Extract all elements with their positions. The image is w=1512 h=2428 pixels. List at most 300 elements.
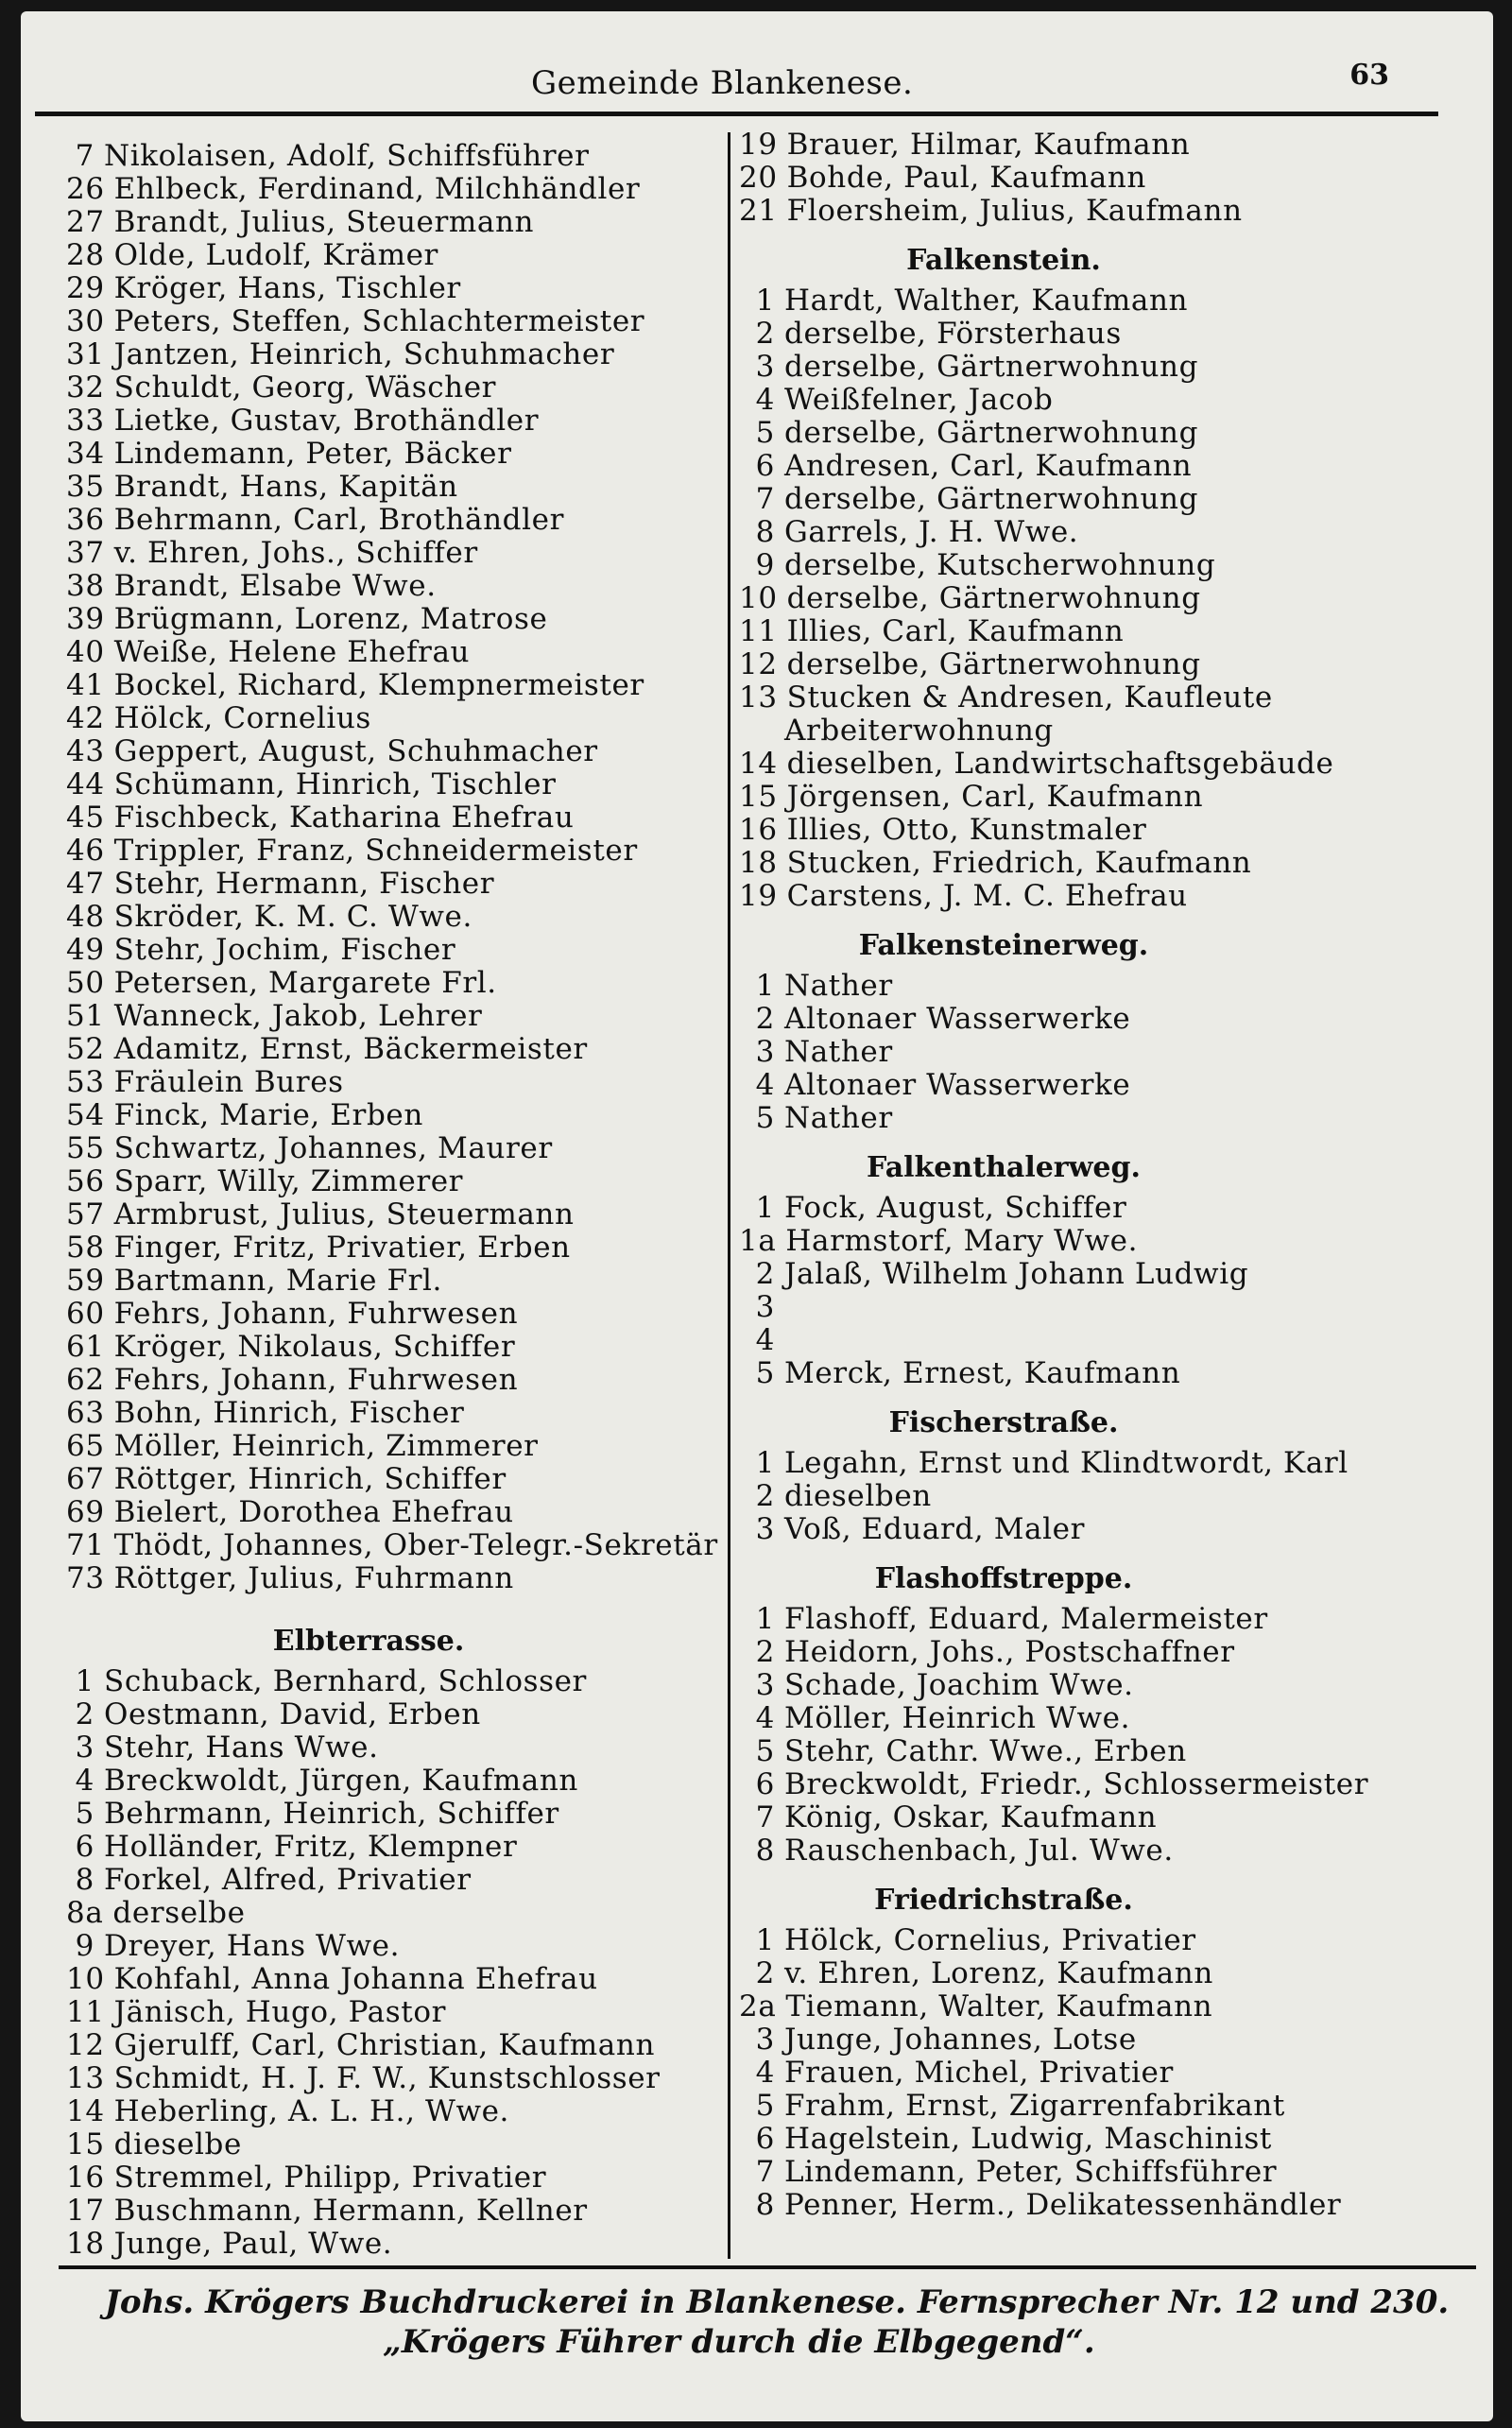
- directory-entry: [739, 748, 1486, 781]
- house-number: 4: [755, 2056, 775, 2090]
- house-number: 8: [755, 1834, 775, 1868]
- house-number: 2: [755, 1257, 775, 1291]
- directory-entry: [66, 537, 718, 570]
- printer-footer: [59, 2282, 1495, 2361]
- directory-entry: [66, 768, 718, 801]
- resident-text: Holländer, Fritz, Klempner: [104, 1830, 518, 1864]
- house-number: 45: [66, 801, 105, 835]
- right-column: [739, 129, 1486, 2222]
- directory-entry: [66, 967, 718, 1000]
- resident-text: Adamitz, Ernst, Bäckermeister: [113, 1032, 588, 1066]
- house-number: 58: [66, 1231, 105, 1265]
- directory-entry: [739, 781, 1486, 814]
- resident-text: Ehlbeck, Ferdinand, Milchhändler: [113, 172, 641, 206]
- directory-entry: [66, 1397, 718, 1430]
- resident-text: derselbe, Gärtnerwohnung: [784, 350, 1199, 384]
- house-number: 7: [755, 482, 775, 516]
- house-number: 11: [739, 614, 778, 648]
- directory-entry: [66, 735, 718, 768]
- house-number: 3: [755, 1512, 775, 1546]
- house-number: 17: [66, 2194, 105, 2228]
- house-number: 20: [739, 161, 778, 195]
- resident-text: Lindemann, Peter, Schiffsführer: [784, 2155, 1278, 2189]
- house-number: 13: [66, 2061, 105, 2095]
- directory-entry: [739, 1225, 1486, 1258]
- directory-entry: [739, 1036, 1486, 1069]
- directory-entry: [739, 681, 1486, 715]
- directory-entry: [66, 1665, 718, 1698]
- resident-text: Finck, Marie, Erben: [113, 1098, 423, 1132]
- directory-entry: [66, 1731, 718, 1765]
- house-number: 47: [66, 867, 105, 901]
- directory-entry: [739, 516, 1486, 549]
- resident-text: Brandt, Julius, Steuermann: [113, 205, 535, 239]
- resident-text: Bohde, Paul, Kaufmann: [786, 161, 1146, 195]
- house-number: 9: [75, 1929, 94, 1963]
- directory-entry: [739, 417, 1486, 450]
- house-number: 48: [66, 900, 105, 934]
- resident-text: Andresen, Carl, Kaufmann: [784, 449, 1193, 483]
- resident-text: Lindemann, Peter, Bäcker: [113, 437, 512, 471]
- resident-text: Thödt, Johannes, Ober-Telegr.-Sekretär: [113, 1528, 718, 1562]
- resident-text: Schuldt, Georg, Wäscher: [113, 370, 497, 405]
- house-number: 41: [66, 668, 105, 702]
- directory-entry: [66, 669, 718, 702]
- directory-entry: [739, 1669, 1486, 1702]
- resident-text: Floersheim, Julius, Kaufmann: [786, 194, 1243, 228]
- footer-line-2: „Krögers Führer durch die Elbgegend“.: [383, 2323, 1095, 2361]
- resident-text: Fock, August, Schiffer: [784, 1191, 1127, 1225]
- resident-text: Frauen, Michel, Privatier: [784, 2056, 1174, 2090]
- house-number: 10: [66, 1962, 105, 1996]
- directory-entry: [66, 405, 718, 438]
- directory-entry: [66, 636, 718, 669]
- house-number: 42: [66, 701, 105, 735]
- directory-entry: [66, 206, 718, 239]
- directory-entry: [739, 1324, 1486, 1357]
- resident-text: Tiemann, Walter, Kaufmann: [785, 1989, 1213, 2023]
- house-number: 3: [755, 1290, 775, 1324]
- directory-entry: [66, 471, 718, 504]
- resident-text: Jänisch, Hugo, Pastor: [113, 1995, 447, 2029]
- resident-text: Schmidt, H. J. F. W., Kunstschlosser: [113, 2061, 661, 2095]
- resident-text: Illies, Otto, Kunstmaler: [786, 813, 1147, 847]
- house-number: 4: [755, 1701, 775, 1735]
- directory-entry: [66, 1765, 718, 1798]
- street-heading: Elbterrasse.: [272, 1625, 465, 1658]
- directory-entry: [739, 2123, 1486, 2156]
- resident-text: Nikolaisen, Adolf, Schiffsführer: [104, 139, 590, 173]
- resident-text: Nather: [784, 1035, 893, 1069]
- house-number: 8: [755, 2188, 775, 2222]
- house-number: 32: [66, 370, 105, 405]
- resident-text: Carstens, J. M. C. Ehefrau: [786, 879, 1188, 913]
- directory-entry: [66, 801, 718, 835]
- resident-text: Illies, Carl, Kaufmann: [786, 614, 1125, 648]
- resident-text: Olde, Ludolf, Krämer: [113, 238, 438, 272]
- resident-text: dieselben, Landwirtschaftsgebäude: [786, 747, 1334, 781]
- directory-entry: [739, 715, 1486, 748]
- directory-entry: [739, 1003, 1486, 1036]
- resident-text: Brauer, Hilmar, Kaufmann: [786, 128, 1191, 162]
- house-number: 1: [755, 969, 775, 1003]
- directory-entry: [739, 1702, 1486, 1735]
- directory-entry: [66, 2128, 718, 2161]
- resident-text: Stehr, Cathr. Wwe., Erben: [784, 1734, 1187, 1768]
- directory-entry: [66, 1099, 718, 1132]
- directory-entry: [66, 173, 718, 206]
- house-number: 2: [755, 1479, 775, 1513]
- directory-entry: [66, 868, 718, 901]
- house-number: 16: [66, 2161, 105, 2195]
- directory-entry: [66, 239, 718, 272]
- directory-entry: [739, 1957, 1486, 1990]
- house-number: 3: [75, 1731, 94, 1765]
- house-number: 53: [66, 1065, 105, 1099]
- house-number: 55: [66, 1131, 105, 1165]
- house-number: 8: [755, 515, 775, 549]
- resident-text: Stucken & Andresen, Kaufleute: [786, 680, 1273, 715]
- directory-entry: [66, 2228, 718, 2261]
- resident-text: Stehr, Hans Wwe.: [104, 1731, 379, 1765]
- house-number: 43: [66, 734, 105, 768]
- house-number: 27: [66, 205, 105, 239]
- house-number: 35: [66, 470, 105, 504]
- resident-text: v. Ehren, Lorenz, Kaufmann: [784, 1956, 1213, 1990]
- directory-entry: [739, 1480, 1486, 1513]
- house-number: 7: [755, 1800, 775, 1834]
- house-number: 12: [66, 2028, 105, 2062]
- directory-entry: [739, 1258, 1486, 1291]
- resident-text: Finger, Fritz, Privatier, Erben: [113, 1231, 571, 1265]
- directory-entry: [66, 1529, 718, 1562]
- resident-text: Wanneck, Jakob, Lehrer: [113, 999, 483, 1033]
- street-heading: Falkensteinerweg.: [858, 929, 1149, 962]
- resident-text: Schade, Joachim Wwe.: [784, 1668, 1134, 1702]
- house-number: 12: [739, 647, 778, 681]
- resident-text: Brandt, Hans, Kapitän: [113, 470, 458, 504]
- house-number: 37: [66, 536, 105, 570]
- house-number: 18: [66, 2227, 105, 2261]
- directory-entry: [739, 1768, 1486, 1801]
- directory-entry: [66, 1897, 718, 1930]
- house-number: 8a: [66, 1896, 104, 1930]
- house-number: 71: [66, 1528, 105, 1562]
- resident-text: Röttger, Hinrich, Schiffer: [113, 1462, 507, 1496]
- resident-text: Petersen, Margarete Frl.: [113, 966, 497, 1000]
- resident-text: Bartmann, Marie Frl.: [113, 1264, 442, 1298]
- house-number: 5: [755, 2089, 775, 2123]
- house-number: 7: [755, 2155, 775, 2189]
- directory-entry: [66, 2062, 718, 2095]
- directory-entry: [739, 648, 1486, 681]
- resident-text: Jalaß, Wilhelm Johann Ludwig: [784, 1257, 1249, 1291]
- house-number: 38: [66, 569, 105, 603]
- directory-entry: [66, 1798, 718, 1831]
- resident-text: Jantzen, Heinrich, Schuhmacher: [113, 337, 615, 371]
- house-number: 16: [739, 813, 778, 847]
- directory-entry: [66, 1364, 718, 1397]
- directory-entry: [66, 1430, 718, 1463]
- resident-text: Trippler, Franz, Schneidermeister: [113, 834, 638, 868]
- directory-entry: [66, 1033, 718, 1066]
- resident-text: derselbe, Gärtnerwohnung: [786, 581, 1201, 615]
- house-number: 2: [755, 1956, 775, 1990]
- house-number: 56: [66, 1164, 105, 1198]
- resident-text: Stehr, Jochim, Fischer: [113, 933, 456, 967]
- resident-text: Merck, Ernest, Kaufmann: [784, 1356, 1181, 1390]
- directory-page: [21, 11, 1493, 2421]
- house-number: 5: [755, 1356, 775, 1390]
- resident-text: Heidorn, Johs., Postschaffner: [784, 1635, 1235, 1669]
- resident-text: Gjerulff, Carl, Christian, Kaufmann: [113, 2028, 656, 2062]
- resident-text: Jörgensen, Carl, Kaufmann: [786, 780, 1204, 814]
- resident-text: König, Oskar, Kaufmann: [784, 1800, 1158, 1834]
- directory-entry: [66, 1496, 718, 1529]
- resident-text: derselbe, Gärtnerwohnung: [784, 482, 1199, 516]
- resident-text: Altonaer Wasserwerke: [784, 1068, 1131, 1102]
- resident-text: derselbe, Gärtnerwohnung: [784, 416, 1199, 450]
- resident-text: Schwartz, Johannes, Maurer: [113, 1131, 553, 1165]
- directory-entry: [66, 702, 718, 735]
- resident-text: Skröder, K. M. C. Wwe.: [113, 900, 472, 934]
- directory-entry: [739, 1990, 1486, 2023]
- resident-text: Brügmann, Lorenz, Matrose: [113, 602, 548, 636]
- resident-text: derselbe, Gärtnerwohnung: [786, 647, 1201, 681]
- directory-entry: [66, 2161, 718, 2195]
- resident-text: Forkel, Alfred, Privatier: [104, 1863, 472, 1897]
- page-header: [21, 59, 1493, 112]
- house-number: 1: [75, 1664, 94, 1698]
- directory-entry: [739, 880, 1486, 913]
- resident-text: Brandt, Elsabe Wwe.: [113, 569, 437, 603]
- resident-text: Möller, Heinrich, Zimmerer: [113, 1429, 539, 1463]
- street-heading: Falkenthalerweg.: [867, 1151, 1141, 1184]
- directory-entry: [739, 582, 1486, 615]
- resident-text: Nather: [784, 1101, 893, 1135]
- directory-entry: [739, 847, 1486, 880]
- house-number: 50: [66, 966, 105, 1000]
- street-heading: Falkenstein.: [906, 244, 1101, 277]
- resident-text: Hardt, Walther, Kaufmann: [784, 284, 1189, 318]
- house-number: 52: [66, 1032, 105, 1066]
- house-number: 8: [75, 1863, 94, 1897]
- directory-entry: [739, 284, 1486, 318]
- directory-entry: [739, 1069, 1486, 1102]
- resident-text: Stucken, Friedrich, Kaufmann: [786, 846, 1252, 880]
- resident-text: Bielert, Dorothea Ehefrau: [113, 1495, 514, 1529]
- resident-text: dieselbe: [113, 2127, 242, 2161]
- house-number: 2: [755, 1635, 775, 1669]
- house-number: 1: [755, 284, 775, 318]
- directory-entry: [739, 970, 1486, 1003]
- house-number: 6: [755, 1767, 775, 1801]
- resident-text: Möller, Heinrich Wwe.: [784, 1701, 1131, 1735]
- resident-text: Weißfelner, Jacob: [784, 383, 1054, 417]
- resident-text: Fehrs, Johann, Fuhrwesen: [113, 1363, 519, 1397]
- directory-entry: [739, 318, 1486, 351]
- directory-entry: [66, 1996, 718, 2029]
- resident-text: Arbeiterwohnung: [784, 714, 1054, 748]
- directory-entry: [66, 272, 718, 305]
- directory-entry: [66, 504, 718, 537]
- house-number: 15: [739, 780, 778, 814]
- directory-entry: [739, 1636, 1486, 1669]
- street-heading: Friedrichstraße.: [874, 1884, 1133, 1917]
- house-number: 1: [755, 1446, 775, 1480]
- resident-text: Geppert, August, Schuhmacher: [113, 734, 598, 768]
- house-number: 6: [755, 2122, 775, 2156]
- house-number: 5: [755, 416, 775, 450]
- house-number: 51: [66, 999, 105, 1033]
- resident-text: Buschmann, Hermann, Kellner: [113, 2194, 588, 2228]
- resident-text: Junge, Paul, Wwe.: [113, 2227, 393, 2261]
- resident-text: Schuback, Bernhard, Schlosser: [104, 1664, 587, 1698]
- resident-text: Kohfahl, Anna Johanna Ehefrau: [113, 1962, 598, 1996]
- directory-entry: [739, 1357, 1486, 1390]
- directory-entry: [66, 1698, 718, 1731]
- house-number: 1: [755, 1923, 775, 1957]
- resident-text: Penner, Herm., Delikatessenhändler: [784, 2188, 1342, 2222]
- resident-text: Hölck, Cornelius: [113, 701, 371, 735]
- house-number: 54: [66, 1098, 105, 1132]
- house-number: 33: [66, 404, 105, 438]
- house-number: 2: [755, 317, 775, 351]
- house-number: 3: [755, 350, 775, 384]
- resident-text: Flashoff, Eduard, Malermeister: [784, 1602, 1268, 1636]
- resident-text: Behrmann, Carl, Brothändler: [113, 503, 564, 537]
- house-number: 30: [66, 304, 105, 338]
- house-number: 2: [75, 1697, 94, 1731]
- directory-entry: [739, 1192, 1486, 1225]
- directory-entry: [739, 814, 1486, 847]
- house-number: 19: [739, 128, 778, 162]
- directory-entry: [66, 1930, 718, 1963]
- house-number: 3: [755, 1035, 775, 1069]
- house-number: 62: [66, 1363, 105, 1397]
- house-number: 7: [75, 139, 94, 173]
- directory-entry: [66, 1331, 718, 1364]
- house-number: 40: [66, 635, 105, 669]
- house-number: 29: [66, 271, 105, 305]
- house-number: 60: [66, 1297, 105, 1331]
- house-number: 36: [66, 503, 105, 537]
- resident-text: Kröger, Nikolaus, Schiffer: [113, 1330, 516, 1364]
- resident-text: Legahn, Ernst und Klindtwordt, Karl: [784, 1446, 1349, 1480]
- directory-entry: [739, 1735, 1486, 1768]
- resident-text: dieselben: [784, 1479, 932, 1513]
- directory-entry: [739, 2057, 1486, 2090]
- house-number: 5: [755, 1101, 775, 1135]
- directory-entry: [66, 1132, 718, 1165]
- resident-text: Breckwoldt, Jürgen, Kaufmann: [104, 1764, 578, 1798]
- house-number: 46: [66, 834, 105, 868]
- house-number: 11: [66, 1995, 105, 2029]
- resident-text: Harmstorf, Mary Wwe.: [785, 1224, 1139, 1258]
- resident-text: Kröger, Hans, Tischler: [113, 271, 461, 305]
- house-number: 1: [755, 1602, 775, 1636]
- directory-entry: [739, 1801, 1486, 1834]
- resident-text: Fräulein Bures: [113, 1065, 344, 1099]
- directory-entry: [739, 615, 1486, 648]
- directory-entry: [739, 129, 1486, 162]
- resident-text: Stehr, Hermann, Fischer: [113, 867, 495, 901]
- resident-text: Voß, Eduard, Maler: [784, 1512, 1086, 1546]
- directory-entry: [66, 2029, 718, 2062]
- house-number: 3: [755, 2023, 775, 2057]
- house-number: 13: [739, 680, 778, 715]
- directory-entry: [739, 162, 1486, 195]
- directory-entry: [739, 1513, 1486, 1546]
- house-number: 73: [66, 1561, 105, 1595]
- street-heading: Fischerstraße.: [888, 1406, 1119, 1439]
- directory-entry: [66, 1198, 718, 1231]
- house-number: 67: [66, 1462, 105, 1496]
- house-number: 14: [739, 747, 778, 781]
- house-number: 6: [755, 449, 775, 483]
- left-column: [66, 140, 718, 2261]
- directory-entry: [66, 1831, 718, 1864]
- directory-entry: [66, 901, 718, 934]
- house-number: 63: [66, 1396, 105, 1430]
- resident-text: Hagelstein, Ludwig, Maschinist: [784, 2122, 1272, 2156]
- directory-entry: [739, 1447, 1486, 1480]
- house-number: 2: [755, 1002, 775, 1036]
- directory-entry: [739, 1924, 1486, 1957]
- house-number: 1: [755, 1191, 775, 1225]
- house-number: 65: [66, 1429, 105, 1463]
- resident-text: Dreyer, Hans Wwe.: [104, 1929, 401, 1963]
- house-number: 6: [75, 1830, 94, 1864]
- directory-entry: [739, 2156, 1486, 2189]
- resident-text: Frahm, Ernst, Zigarrenfabrikant: [784, 2089, 1285, 2123]
- directory-entry: [66, 1000, 718, 1033]
- resident-text: Hölck, Cornelius, Privatier: [784, 1923, 1196, 1957]
- house-number: 4: [755, 1323, 775, 1357]
- directory-entry: [66, 835, 718, 868]
- resident-text: derselbe: [112, 1896, 246, 1930]
- resident-text: Röttger, Julius, Fuhrmann: [113, 1561, 514, 1595]
- resident-text: Heberling, A. L. H., Wwe.: [113, 2094, 509, 2128]
- directory-entry: [739, 1603, 1486, 1636]
- directory-entry: [66, 603, 718, 636]
- resident-text: Breckwoldt, Friedr., Schlossermeister: [784, 1767, 1369, 1801]
- directory-entry: [739, 351, 1486, 384]
- page-title: Gemeinde Blankenese.: [531, 64, 914, 102]
- resident-text: Behrmann, Heinrich, Schiffer: [104, 1797, 559, 1831]
- house-number: 39: [66, 602, 105, 636]
- directory-entry: [66, 1463, 718, 1496]
- resident-text: Bockel, Richard, Klempnermeister: [113, 668, 644, 702]
- house-number: 10: [739, 581, 778, 615]
- directory-entry: [66, 934, 718, 967]
- resident-text: Fischbeck, Katharina Ehefrau: [113, 801, 575, 835]
- directory-entry: [739, 483, 1486, 516]
- street-heading: Flashoffstreppe.: [874, 1562, 1133, 1595]
- directory-entry: [739, 450, 1486, 483]
- house-number: 19: [739, 879, 778, 913]
- house-number: 1a: [739, 1224, 777, 1258]
- header-rule: [35, 112, 1438, 116]
- directory-entry: [66, 1265, 718, 1298]
- house-number: 57: [66, 1197, 105, 1231]
- resident-text: Bohn, Hinrich, Fischer: [113, 1396, 465, 1430]
- house-number: 21: [739, 194, 778, 228]
- directory-entry: [66, 140, 718, 173]
- house-number: 15: [66, 2127, 105, 2161]
- directory-entry: [739, 2023, 1486, 2057]
- directory-entry: [739, 195, 1486, 228]
